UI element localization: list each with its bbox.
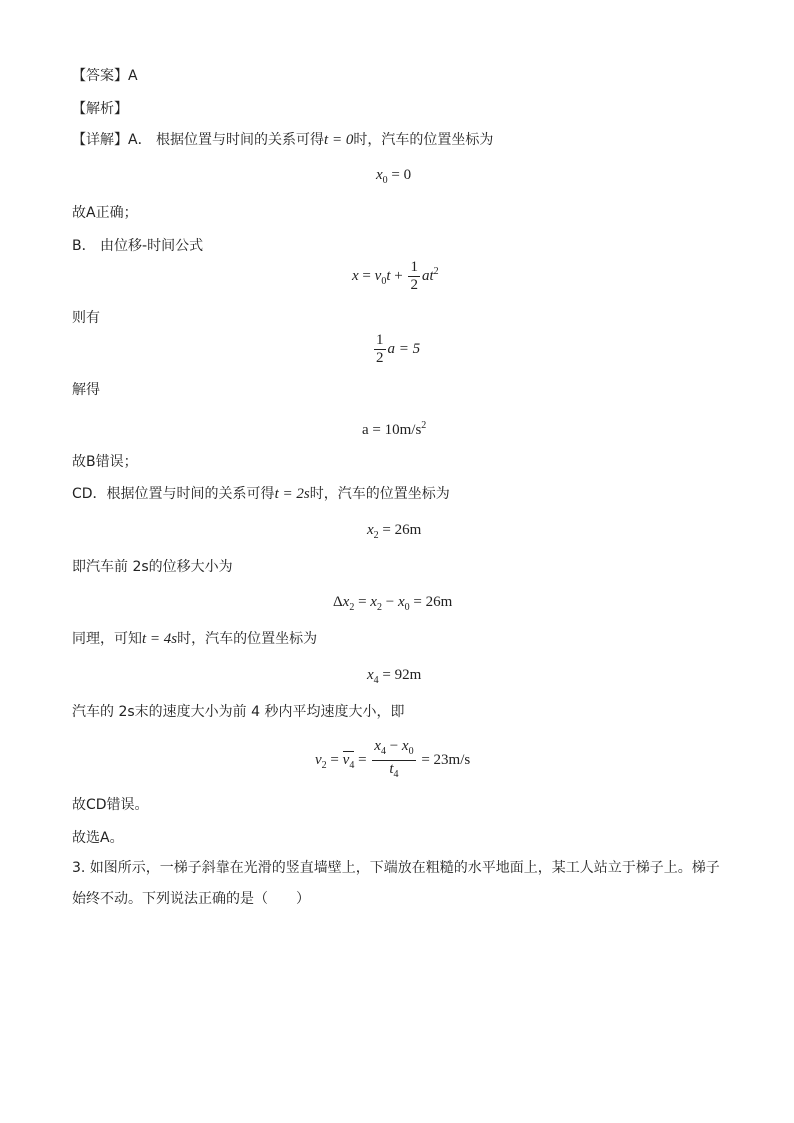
cd-wrong-line: 故CD错误。 [72, 797, 149, 813]
b-wrong-line: 故B错误； [72, 454, 138, 470]
question-3-line-2: 始终不动。下列说法正确的是（ ） [72, 891, 310, 907]
equation-x2: $x_2 = 26m$ [367, 522, 422, 541]
disp-2s-line: 即汽车前 2s的位移大小为 [72, 559, 233, 575]
choose-line: 故选A。 [72, 830, 124, 846]
analysis-label: 【解析】 [72, 101, 128, 117]
equation-x4: $x_4 = 92m$ [367, 667, 422, 686]
a-correct-line: 故A正确； [72, 205, 138, 221]
solve-line: 解得 [72, 382, 100, 398]
detail-a-line: 【详解】A． 根据位置与时间的关系可得t = 0时，汽车的位置坐标为 [72, 132, 494, 148]
equation-delta-x2: $\Delta x_2 = x_2 - x_0 = 26m$ [333, 594, 453, 613]
equation-velocity: $v_2 = v_4$ = $\frac{x_4 - x_0}{t_4}$ = 23m/s [315, 738, 471, 780]
equation-half-a: $\frac{1}{2}$ a = 5 [376, 332, 421, 366]
same-line: 同理，可知t = 4s时，汽车的位置坐标为 [72, 631, 318, 647]
then-have-line: 则有 [72, 310, 100, 326]
answer-label: 【答案】A [72, 68, 138, 84]
equation-acceleration: $a = 10m/s^2$ [362, 420, 427, 438]
b-intro-line: B． 由位移-时间公式 [72, 238, 204, 254]
cd-intro-line: CD．根据位置与时间的关系可得t = 2s时，汽车的位置坐标为 [72, 486, 450, 502]
question-3-line-1: 3. 如图所示，一梯子斜靠在光滑的竖直墙壁上，下端放在粗糙的水平地面上，某工人站立于梯子上。梯子 [72, 860, 720, 876]
equation-displacement: $x = v_0t$ + $\frac{1}{2}$ $at^2$ [352, 259, 439, 293]
equation-x0: $x_0 = 0$ [376, 167, 412, 186]
velocity-line: 汽车的 2s末的速度大小为前 4 秒内平均速度大小，即 [72, 704, 405, 720]
